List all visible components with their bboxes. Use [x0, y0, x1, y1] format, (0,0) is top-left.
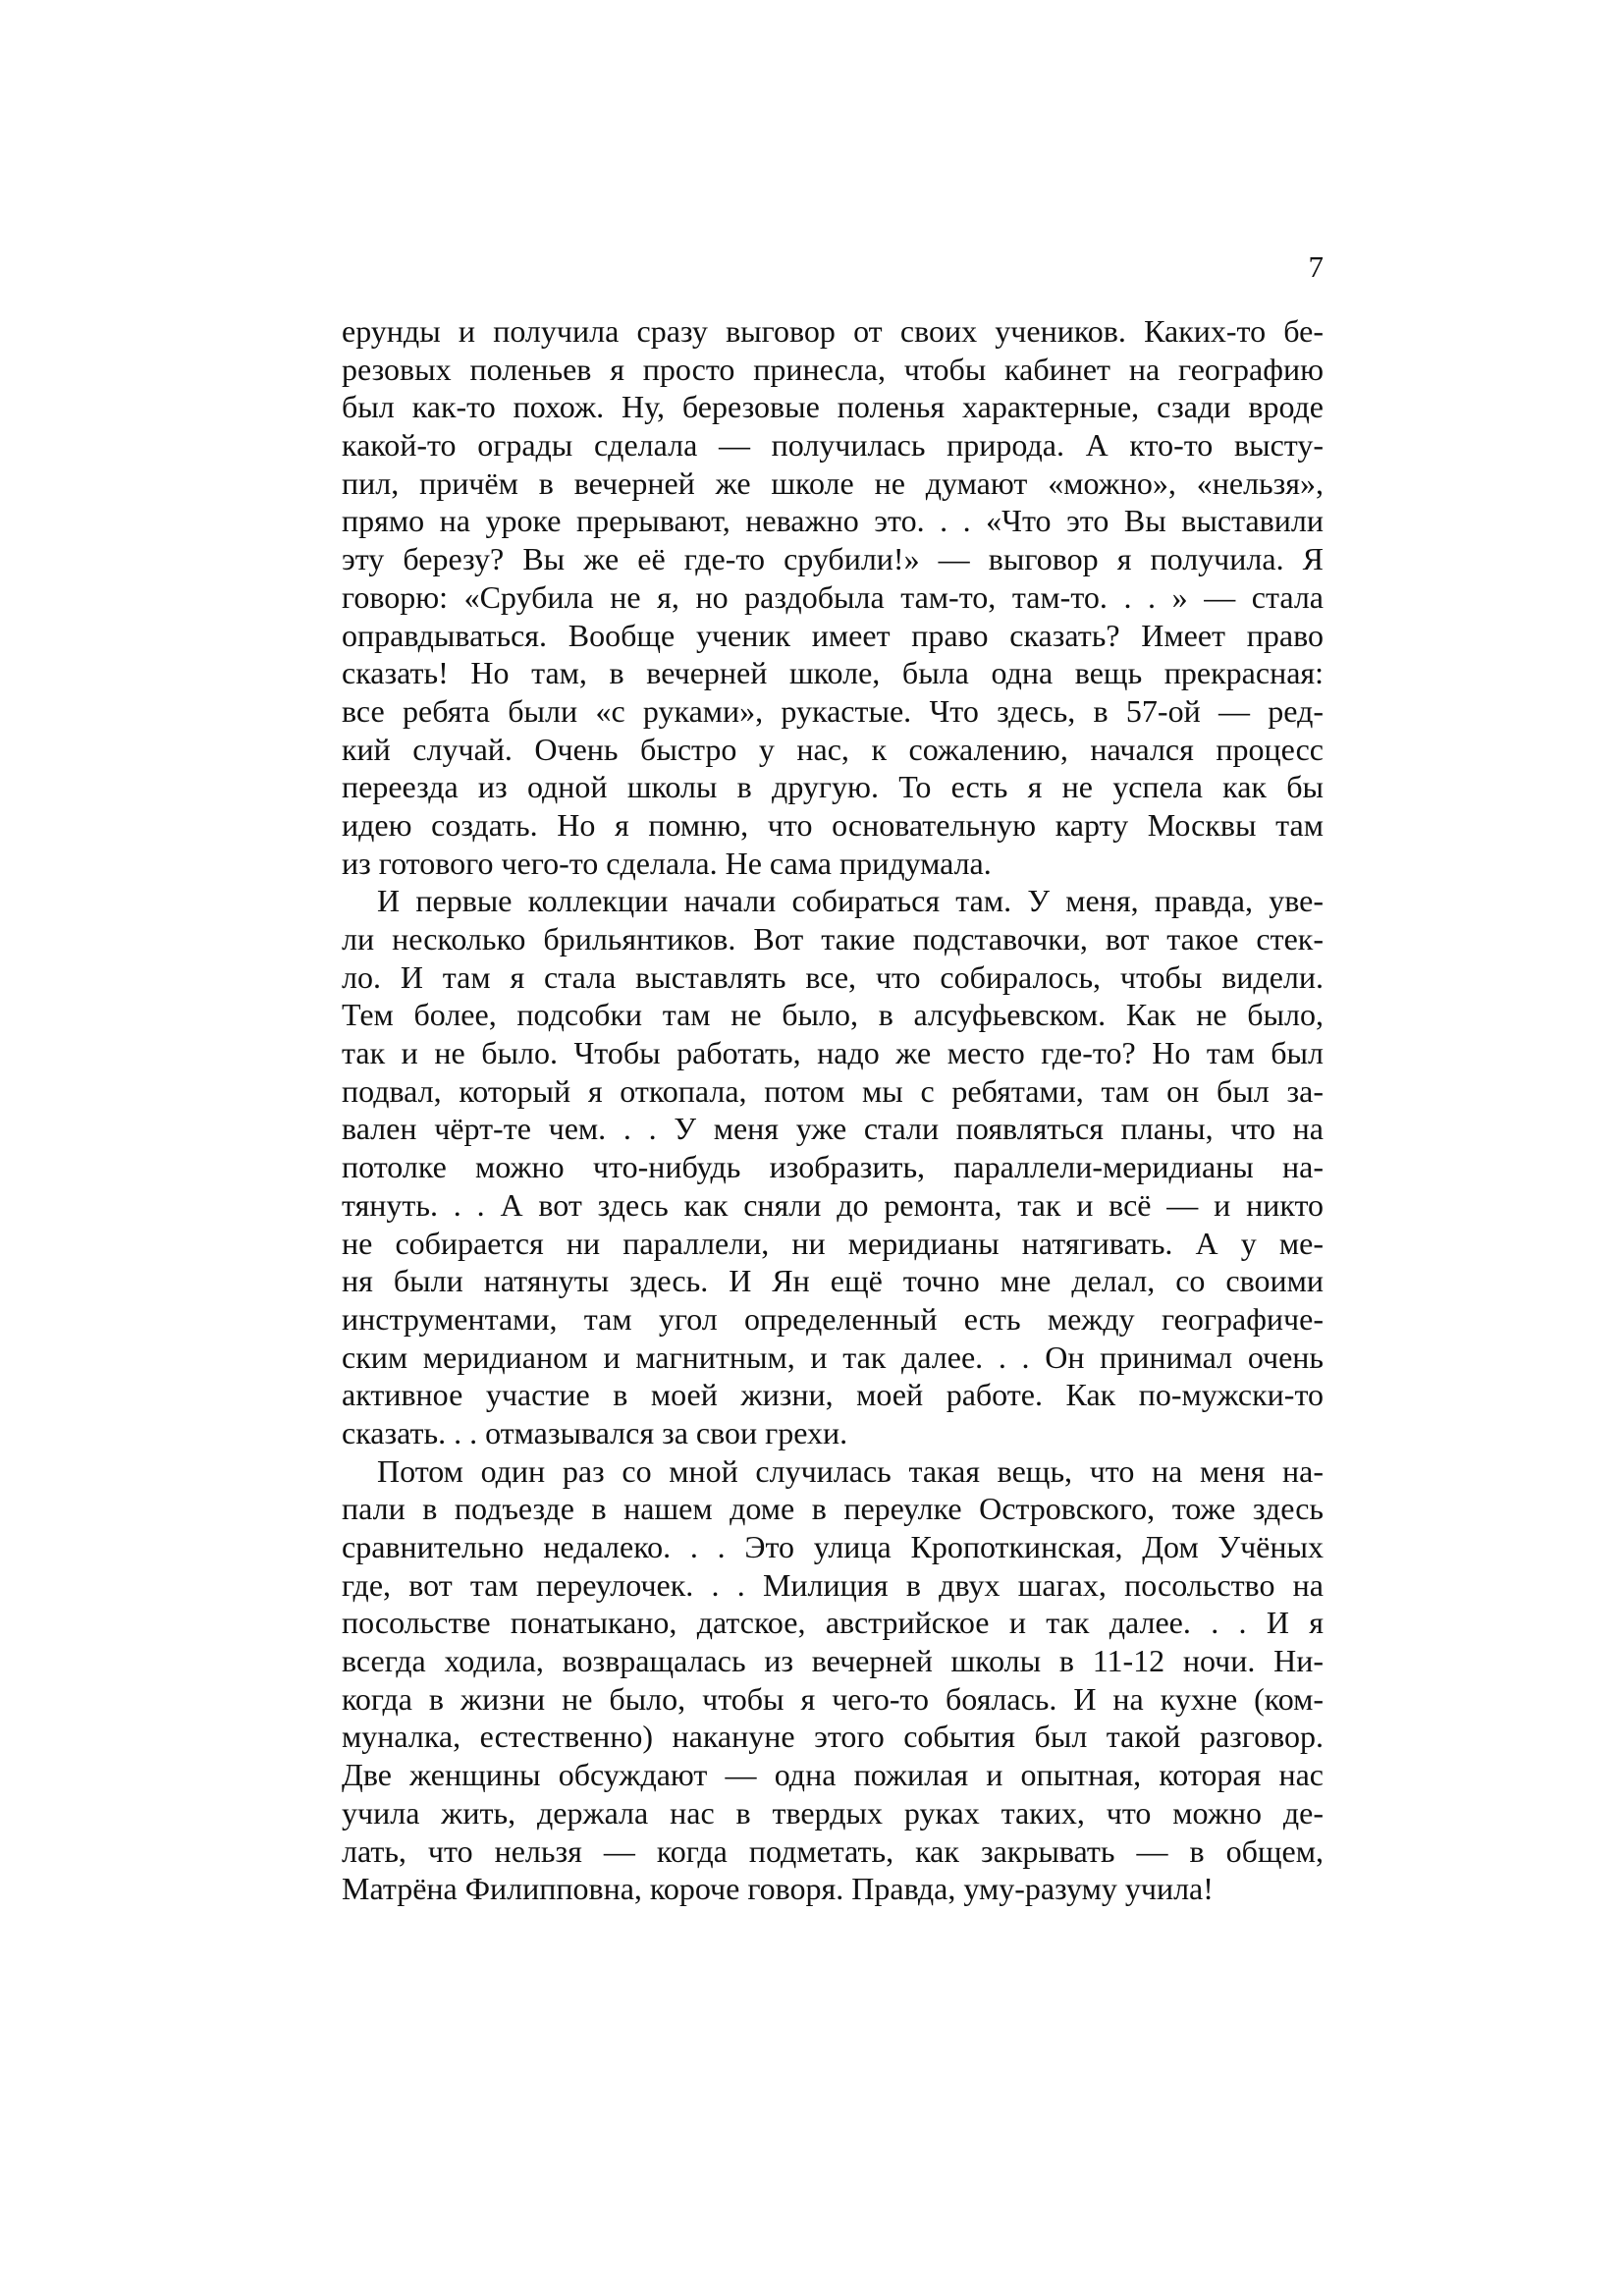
- paragraph: [342, 312, 1324, 882]
- text-line: переезда из одной школы в другую. То есть я не успела как бы: [342, 769, 1324, 805]
- text-line: так и не было. Чтобы работать, надо же место где-то? Но там был: [342, 1035, 1324, 1071]
- text-line: говорю: «Срубила не я, но раздобыла там-то, там-то. . . » — стала: [342, 578, 1324, 615]
- text-line: ня были натянуты здесь. И Ян ещё точно мне делал, со своими: [342, 1263, 1324, 1299]
- text-line: все ребята были «с руками», рукастые. Что здесь, в 57-ой — ред-: [342, 692, 1324, 729]
- text-line: сказать. . . отмазывался за свои грехи.: [342, 1414, 848, 1450]
- page-number: 7: [1308, 249, 1324, 284]
- text-line: лать, что нельзя — когда подметать, как закрывать — в общем,: [342, 1832, 1324, 1869]
- text-line: эту березу? Вы же её где-то срубили!» — выговор я получила. Я: [342, 541, 1324, 577]
- text-line: И первые коллекции начали собираться там. У меня, правда, уве-: [377, 883, 1324, 919]
- text-line: посольстве понатыкано, датское, австрийское и так далее. . . И я: [342, 1605, 1324, 1641]
- text-line: активное участие в моей жизни, моей работе. Как по-мужски-то: [342, 1377, 1324, 1413]
- text-line: оправдываться. Вообще ученик имеет право сказать? Имеет право: [342, 617, 1324, 653]
- text-line: где, вот там переулочек. . . Милиция в двух шагах, посольство на: [342, 1566, 1324, 1603]
- text-line: резовых поленьев я просто принесла, чтобы кабинет на географию: [342, 351, 1324, 387]
- text-line: когда в жизни не было, чтобы я чего-то боялась. И на кухне (ком-: [342, 1680, 1324, 1717]
- text-line: вален чёрт-те чем. . . У меня уже стали появляться планы, что на: [342, 1111, 1324, 1147]
- text-line: кий случай. Очень быстро у нас, к сожалению, начался процесс: [342, 731, 1324, 767]
- text-block: [342, 312, 1324, 1908]
- text-line: инструментами, там угол определенный есть между географиче-: [342, 1300, 1324, 1337]
- text-line: ским меридианом и магнитным, и так далее. . . Он принимал очень: [342, 1339, 1324, 1375]
- paragraph: [342, 882, 1324, 1451]
- text-line: не собирается ни параллели, ни меридианы натягивать. А у ме-: [342, 1225, 1324, 1261]
- page-header: [342, 251, 1324, 283]
- paragraph: [342, 1452, 1324, 1908]
- text-line: идею создать. Но я помню, что основательную карту Москвы там: [342, 806, 1324, 843]
- text-line: Две женщины обсуждают — одна пожилая и опытная, которая нас: [342, 1757, 1324, 1793]
- text-line: был как-то похож. Ну, березовые поленья характерные, сзади вроде: [342, 389, 1324, 425]
- text-line: потолке можно что-нибудь изобразить, параллели-меридианы на-: [342, 1149, 1324, 1185]
- text-line: сравнительно недалеко. . . Это улица Кропоткинская, Дом Учёных: [342, 1529, 1324, 1564]
- text-line: муналка, естественно) накануне этого события был такой разговор.: [342, 1719, 1324, 1755]
- text-line: ерунды и получила сразу выговор от своих учеников. Каких-то бе-: [342, 313, 1324, 349]
- text-line: из готового чего-то сделала. Не сама придумала.: [342, 845, 992, 881]
- text-line: Тем более, подсобки там не было, в алсуфьевском. Как не было,: [342, 997, 1324, 1033]
- text-line: пали в подъезде в нашем доме в переулке Островского, тоже здесь: [342, 1491, 1324, 1527]
- text-line: ли несколько брильянтиков. Вот такие подставочки, вот такое стек-: [342, 921, 1324, 957]
- text-line: учила жить, держала нас в твердых руках таких, что можно де-: [342, 1794, 1324, 1831]
- text-line: тянуть. . . А вот здесь как сняли до ремонта, так и всё — и никто: [342, 1186, 1324, 1223]
- text-line: прямо на уроке прерывают, неважно это. . . «Что это Вы выставили: [342, 503, 1324, 539]
- text-line: какой-то ограды сделала — получилась природа. А кто-то высту-: [342, 427, 1324, 464]
- text-line: Потом один раз со мной случилась такая вещь, что на меня на-: [377, 1452, 1324, 1489]
- text-line: Матрёна Филипповна, короче говоря. Правда, уму-разуму учила!: [342, 1871, 1214, 1907]
- text-line: ло. И там я стала выставлять все, что собиралось, чтобы видели.: [342, 958, 1324, 995]
- text-line: всегда ходила, возвращалась из вечерней школы в 11-12 ночи. Ни-: [342, 1643, 1324, 1679]
- text-line: пил, причём в вечерней же школе не думают «можно», «нельзя»,: [342, 465, 1324, 501]
- text-line: подвал, который я откопала, потом мы с ребятами, там он был за-: [342, 1072, 1324, 1109]
- text-line: сказать! Но там, в вечерней школе, была одна вещь прекрасная:: [342, 655, 1324, 691]
